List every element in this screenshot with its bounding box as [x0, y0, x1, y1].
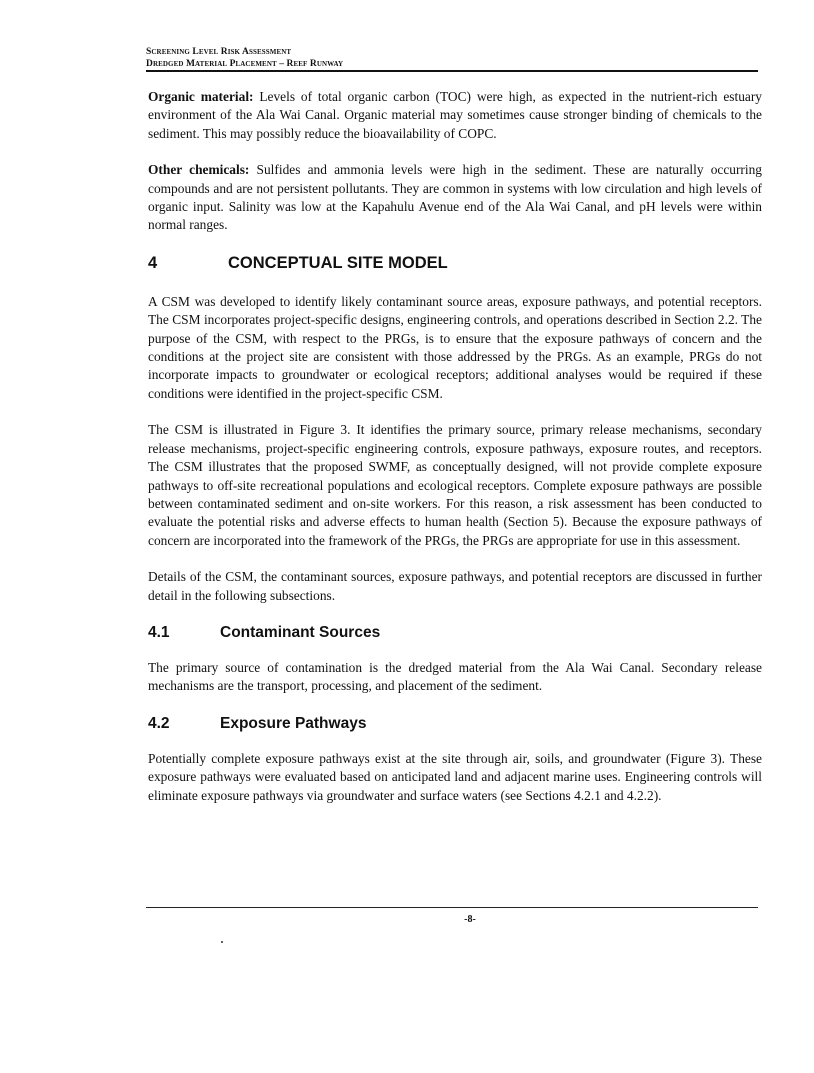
subsection-title: Contaminant Sources [220, 623, 381, 641]
page-content [148, 88, 762, 823]
organic-material-text: Levels of total organic carbon (TOC) were high, as expected in the nutrient-rich estuary environment of the Ala Wai Canal. Organic material may sometimes cause stronger binding of chemicals to the sediment. This may possibly reduce the bioavailability of COPC. [148, 89, 763, 141]
header-subtitle-line: Dredged Material Placement – Reef Runway [146, 59, 344, 69]
other-chemicals-text: Sulfides and ammonia levels were high in the sediment. These are naturally occurring compounds and are not persistent pollutants. They are common in systems with low circulation and high levels of organic input. Salinity was low at the Kapahulu Avenue end of the Ala Wai Canal, and pH levels were within normal ranges. [148, 162, 762, 233]
other-chemicals-lead: Other chemicals: [148, 162, 250, 178]
paragraph-contaminant-sources: The primary source of contamination is the dredged material from the Ala Wai Canal. Secondary release mechanisms are the transport, processing, and placement of the sediment. [148, 659, 762, 694]
scan-speck [221, 941, 223, 943]
section-title: CONCEPTUAL SITE MODEL [228, 253, 448, 272]
subsection-title: Exposure Pathways [220, 714, 367, 732]
footer-rule [146, 907, 758, 908]
paragraph-csm-details: Details of the CSM, the contaminant sources, exposure pathways, and potential receptors are discussed in further detail in the following subsections. [148, 569, 762, 603]
page-number: -8- [464, 914, 476, 925]
paragraph-csm-intro: A CSM was developed to identify likely contaminant source areas, exposure pathways, and potential receptors. The CSM incorporates project-specific designs, engineering controls, and operations described in Section 2.2. The purpose of the CSM, with respect to the PRGs, is to ensure that the exposure pathways of concern and the conditions at the project site are consistent with those addressed by the PRGs. As an example, PRGs do not incorporate impacts to groundwater or ecological receptors; additional analyses would be required if these conditions were identified in the project-specific CSM. [148, 293, 762, 401]
paragraph-csm-figure: The CSM is illustrated in Figure 3. It identifies the primary source, primary release mechanisms, secondary release mechanisms, project-specific engineering controls, exposure pathways, exposure routes, and receptors. The CSM illustrates that the proposed SWMF, as conceptually designed, will not provide complete exposure pathways to off-site recreational populations and ecological receptors. Complete exposure pathways are possible between contaminated sediment and on-site workers. For this reason, a risk assessment has been conducted to evaluate the potential risks and adverse effects to human health (Section 5). Because the exposure pathways of concern are incorporated into the framework of the PRGs, the PRGs are appropriate for use in this assessment. [148, 422, 762, 548]
section-heading-4 [148, 253, 762, 273]
paragraph-exposure-pathways: Potentially complete exposure pathways exist at the site through air, soils, and groundwater (Figure 3). These exposure pathways were evaluated based on anticipated land and adjacent marine uses. Engineering controls will eliminate exposure pathways via groundwater and surface waters (see Sections 4.2.1 and 4.2.2). [148, 750, 762, 803]
section-heading-4-1 [148, 623, 762, 643]
organic-material-lead: Organic material: [148, 89, 254, 104]
section-heading-4-2 [148, 714, 762, 734]
header-title-line: Screening Level Risk Assessment [146, 47, 292, 57]
header-rule [146, 70, 758, 72]
subsection-number: 4.1 [148, 623, 170, 641]
running-header [146, 46, 760, 70]
paragraph-organic-material [148, 88, 762, 143]
section-number: 4 [148, 253, 158, 272]
subsection-number: 4.2 [148, 714, 170, 732]
paragraph-other-chemicals [148, 161, 762, 235]
